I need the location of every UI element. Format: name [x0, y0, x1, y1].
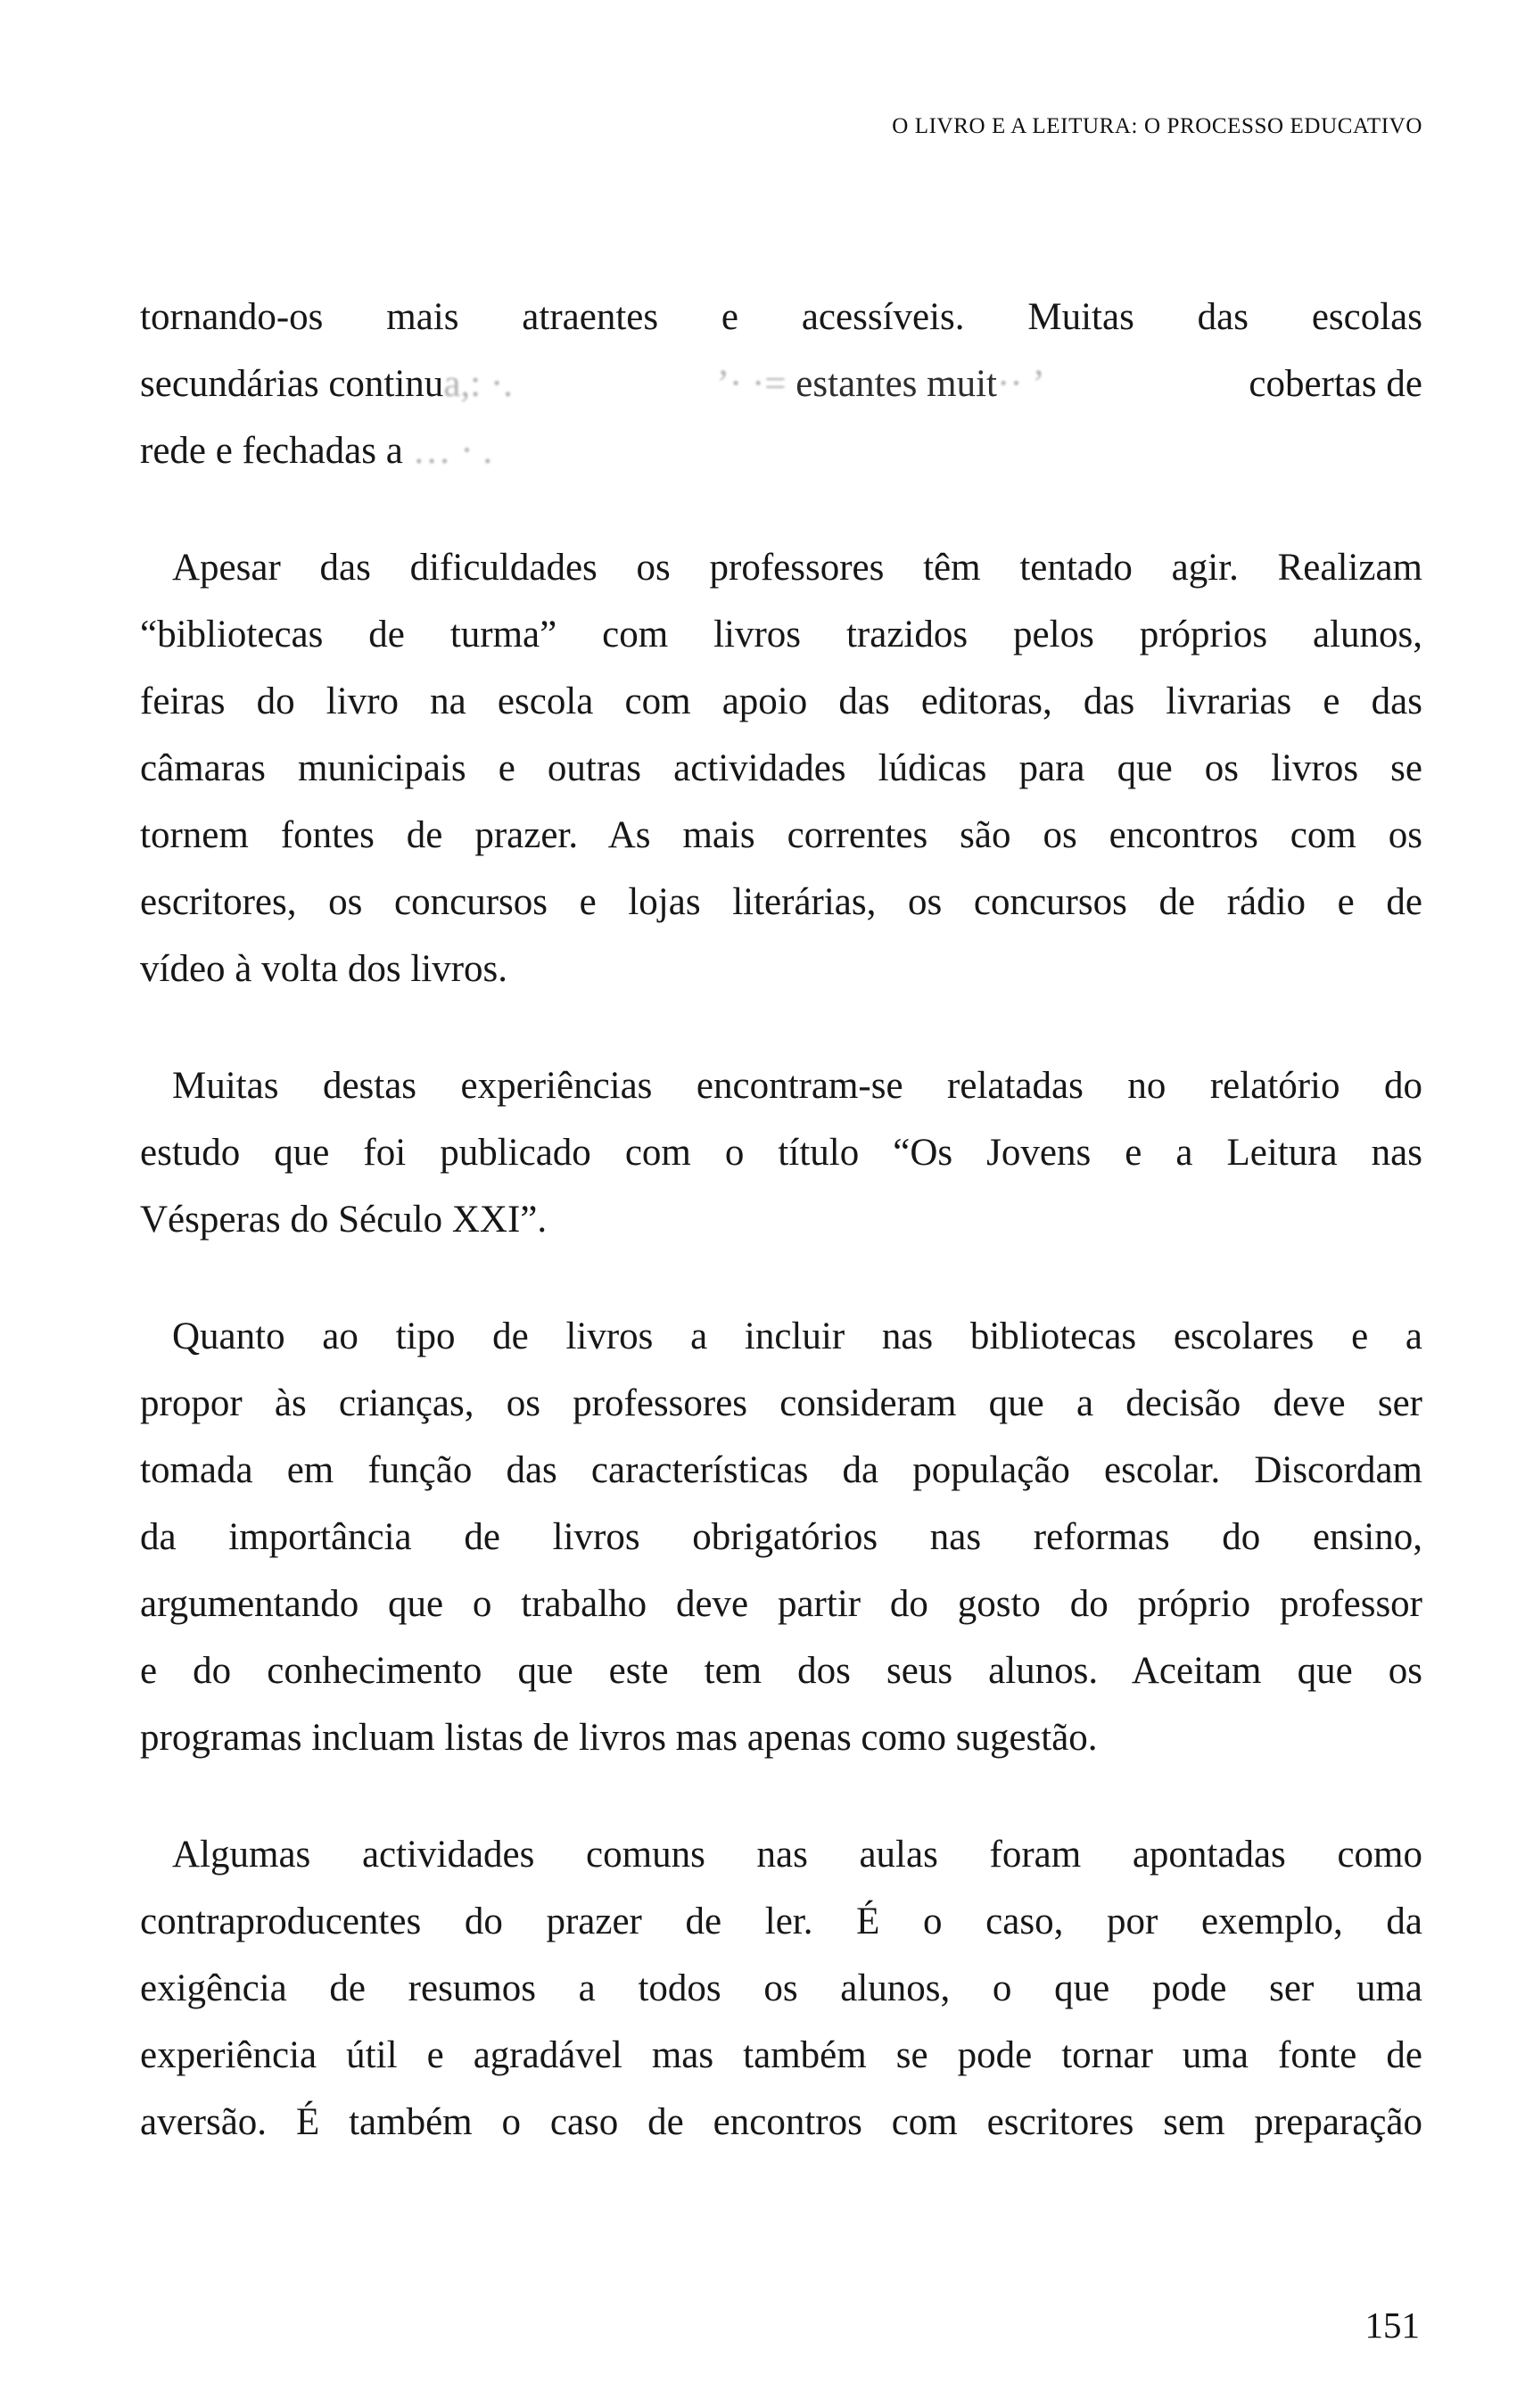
paragraph	[140, 1052, 1422, 1253]
paragraph	[140, 534, 1422, 1002]
illegible-fragment: ·· ’	[997, 363, 1045, 405]
text-fragment	[717, 350, 1045, 417]
text-block	[140, 284, 1422, 2206]
text-line: tornem fontes de prazer. As mais correntes são os encontros com os	[140, 814, 1422, 856]
text-line: câmaras municipais e outras actividades lúdicas para que os livros se	[140, 747, 1422, 789]
text-line: Vésperas do Século XXI”.	[140, 1199, 548, 1241]
text-fragment: rede e fechadas a	[140, 430, 413, 472]
text-fragment-right: cobertas de	[1249, 363, 1422, 405]
paragraph	[140, 1303, 1422, 1771]
paragraph-continuation	[140, 284, 1422, 484]
illegible-fragment: a,: ·.	[443, 363, 513, 405]
text-line: Muitas destas experiências encontram-se relatadas no relatório do	[172, 1065, 1422, 1107]
text-line-degraded	[140, 350, 1422, 417]
text-line: exigência de resumos a todos os alunos, o que pode ser uma	[140, 1967, 1422, 2009]
text-line: Quanto ao tipo de livros a incluir nas bibliotecas escolares e a	[172, 1315, 1422, 1357]
illegible-fragment: … · .	[412, 430, 493, 472]
text-line: Algumas actividades comuns nas aulas foram apontadas como	[172, 1834, 1422, 1876]
text-line-degraded	[140, 417, 1422, 484]
text-line: e do conhecimento que este tem dos seus alunos. Aceitam que os	[140, 1650, 1422, 1692]
text-line: propor às crianças, os professores consideram que a decisão deve ser	[140, 1382, 1422, 1424]
text-line: contraproducentes do prazer de ler. É o caso, por exemplo, da	[140, 1901, 1422, 1942]
text-line: experiência útil e agradável mas também se pode tornar uma fonte de	[140, 2034, 1422, 2076]
text-line: da importância de livros obrigatórios nas reformas do ensino,	[140, 1516, 1422, 1558]
text-line: argumentando que o trabalho deve partir do gosto do próprio professor	[140, 1583, 1422, 1625]
text-line: tornando-os mais atraentes e acessíveis. Muitas das escolas	[140, 296, 1422, 338]
running-header: O LIVRO E A LEITURA: O PROCESSO EDUCATIVO	[892, 114, 1422, 138]
page-number: 151	[1364, 2305, 1420, 2346]
paragraph	[140, 1821, 1422, 2156]
illegible-fragment: ’· ·=	[716, 363, 796, 405]
text-line: feiras do livro na escola com apoio das editoras, das livrarias e das	[140, 680, 1422, 722]
text-line: vídeo à volta dos livros.	[140, 948, 508, 990]
text-line: escritores, os concursos e lojas literárias, os concursos de rádio e de	[140, 881, 1422, 923]
text-line: Apesar das dificuldades os professores têm tentado agir. Realizam	[172, 547, 1422, 589]
text-fragment-mid: estantes muit	[795, 363, 998, 405]
text-fragment	[140, 350, 513, 417]
text-line: programas incluam listas de livros mas apenas como sugestão.	[140, 1717, 1098, 1759]
text-line: tomada em função das características da população escolar. Discordam	[140, 1449, 1422, 1491]
text-line: “bibliotecas de turma” com livros trazidos pelos próprios alunos,	[140, 614, 1422, 656]
text-line: estudo que foi publicado com o título “Os Jovens e a Leitura nas	[140, 1132, 1422, 1174]
text-line: aversão. É também o caso de encontros com escritores sem preparação	[140, 2101, 1422, 2143]
text-fragment-left: secundárias continu	[140, 363, 444, 405]
